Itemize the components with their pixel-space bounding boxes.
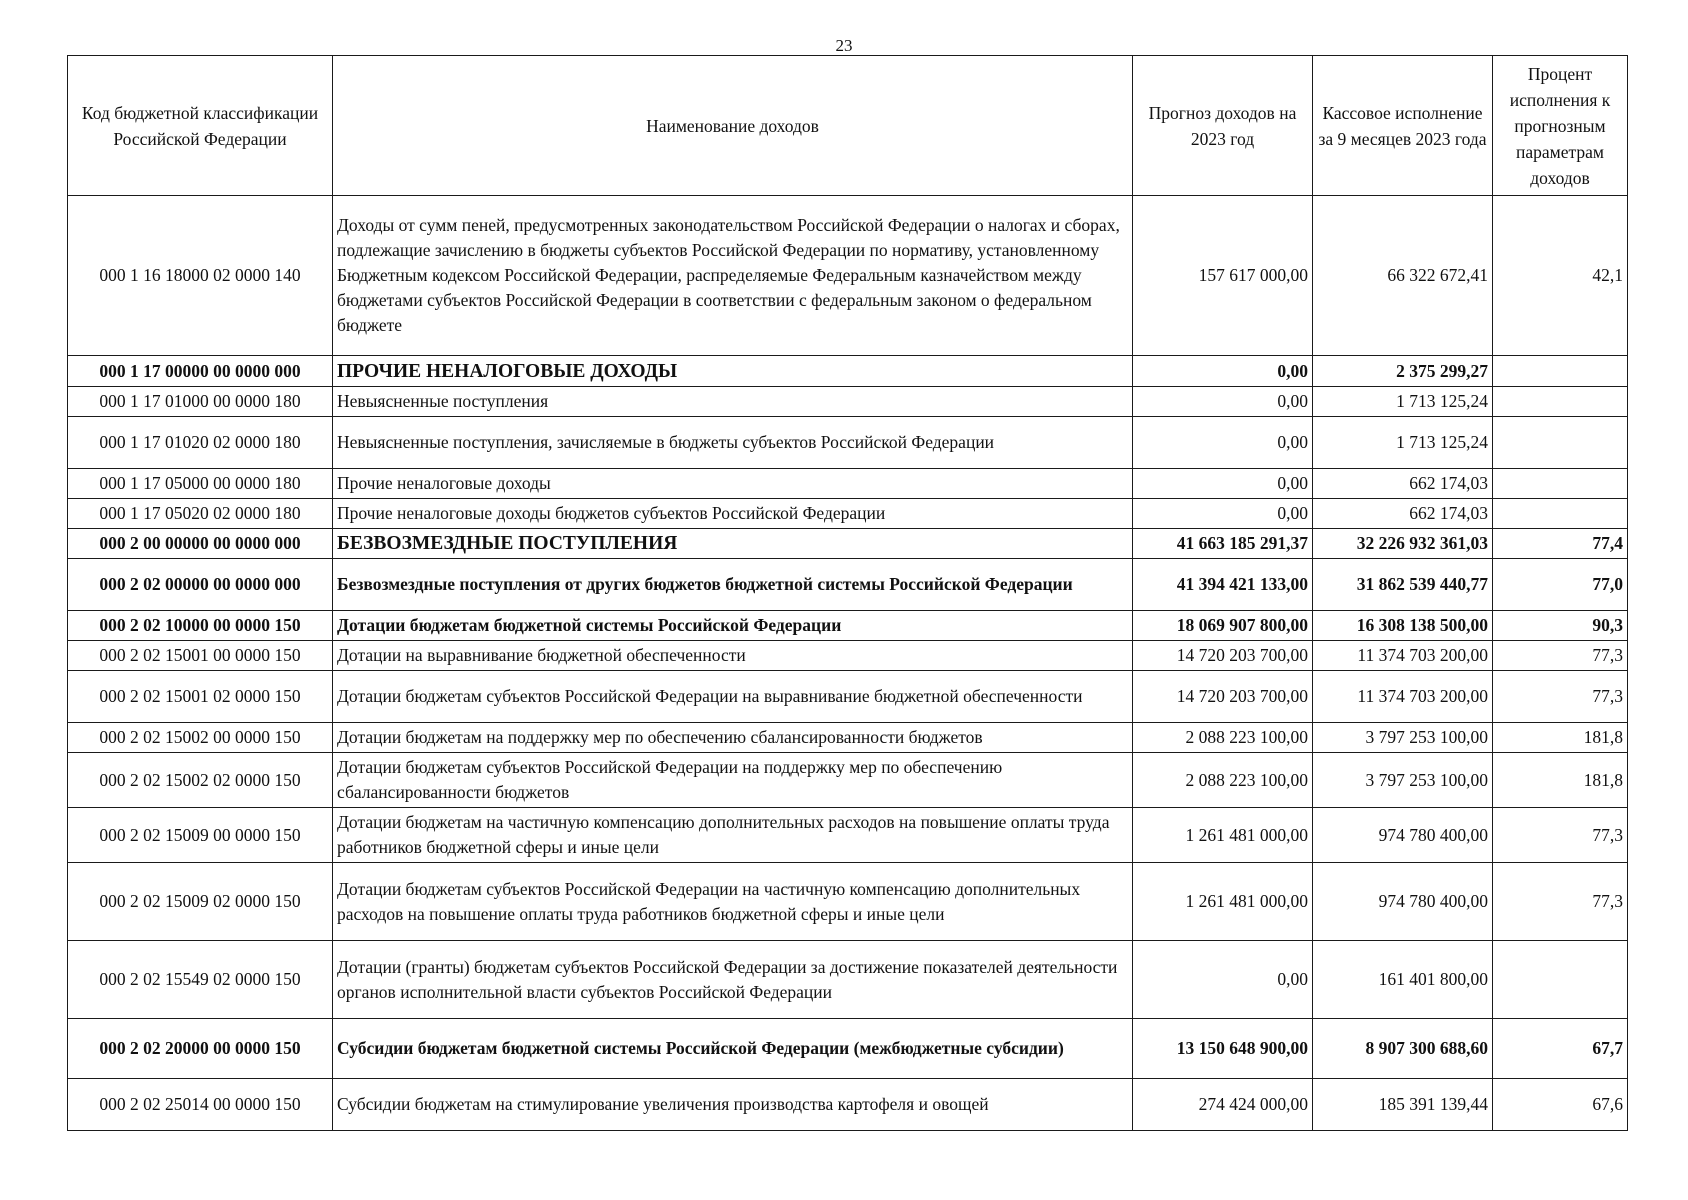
execution-cell: 1 713 125,24: [1313, 417, 1493, 469]
code-cell: 000 2 00 00000 00 0000 000: [68, 529, 333, 559]
percent-cell: 77,3: [1493, 671, 1628, 723]
table-row: [68, 499, 1628, 529]
name-cell: БЕЗВОЗМЕЗДНЫЕ ПОСТУПЛЕНИЯ: [333, 529, 1133, 559]
table-row: [68, 356, 1628, 387]
execution-cell: 11 374 703 200,00: [1313, 671, 1493, 723]
code-cell: 000 2 02 10000 00 0000 150: [68, 611, 333, 641]
forecast-cell: 41 394 421 133,00: [1133, 559, 1313, 611]
name-cell: ПРОЧИЕ НЕНАЛОГОВЫЕ ДОХОДЫ: [333, 356, 1133, 387]
percent-cell: 181,8: [1493, 723, 1628, 753]
name-cell: Невыясненные поступления, зачисляемые в бюджеты субъектов Российской Федерации: [333, 417, 1133, 469]
forecast-cell: 1 261 481 000,00: [1133, 808, 1313, 863]
percent-cell: [1493, 469, 1628, 499]
header-percent: Процент исполнения к прогнозным параметрам доходов: [1493, 56, 1628, 196]
table-row: [68, 671, 1628, 723]
code-cell: 000 2 02 15001 00 0000 150: [68, 641, 333, 671]
execution-cell: 66 322 672,41: [1313, 196, 1493, 356]
forecast-cell: 41 663 185 291,37: [1133, 529, 1313, 559]
name-cell: Дотации на выравнивание бюджетной обеспеченности: [333, 641, 1133, 671]
name-cell: Дотации бюджетам на частичную компенсацию дополнительных расходов на повышение оплаты труда работников бюджетной сферы и иные цели: [333, 808, 1133, 863]
execution-cell: 974 780 400,00: [1313, 808, 1493, 863]
revenue-table: [67, 55, 1628, 1131]
forecast-cell: 14 720 203 700,00: [1133, 671, 1313, 723]
name-cell: Дотации бюджетам на поддержку мер по обеспечению сбалансированности бюджетов: [333, 723, 1133, 753]
percent-cell: [1493, 356, 1628, 387]
percent-cell: 77,4: [1493, 529, 1628, 559]
code-cell: 000 1 17 01000 00 0000 180: [68, 387, 333, 417]
execution-cell: 16 308 138 500,00: [1313, 611, 1493, 641]
forecast-cell: 0,00: [1133, 387, 1313, 417]
name-cell: Дотации бюджетам субъектов Российской Федерации на поддержку мер по обеспечению сбалансированности бюджетов: [333, 753, 1133, 808]
forecast-cell: 0,00: [1133, 499, 1313, 529]
table-body: [68, 196, 1628, 1131]
code-cell: 000 1 17 00000 00 0000 000: [68, 356, 333, 387]
code-cell: 000 1 16 18000 02 0000 140: [68, 196, 333, 356]
execution-cell: 662 174,03: [1313, 499, 1493, 529]
name-cell: Субсидии бюджетам на стимулирование увеличения производства картофеля и овощей: [333, 1079, 1133, 1131]
execution-cell: 3 797 253 100,00: [1313, 723, 1493, 753]
percent-cell: 77,3: [1493, 863, 1628, 941]
execution-cell: 974 780 400,00: [1313, 863, 1493, 941]
name-cell: Безвозмездные поступления от других бюджетов бюджетной системы Российской Федерации: [333, 559, 1133, 611]
forecast-cell: 14 720 203 700,00: [1133, 641, 1313, 671]
forecast-cell: 13 150 648 900,00: [1133, 1019, 1313, 1079]
percent-cell: [1493, 941, 1628, 1019]
code-cell: 000 2 02 15001 02 0000 150: [68, 671, 333, 723]
percent-cell: 90,3: [1493, 611, 1628, 641]
name-cell: Дотации бюджетам бюджетной системы Российской Федерации: [333, 611, 1133, 641]
execution-cell: 2 375 299,27: [1313, 356, 1493, 387]
name-cell: Субсидии бюджетам бюджетной системы Российской Федерации (межбюджетные субсидии): [333, 1019, 1133, 1079]
percent-cell: 67,7: [1493, 1019, 1628, 1079]
percent-cell: [1493, 387, 1628, 417]
name-cell: Дотации бюджетам субъектов Российской Федерации на частичную компенсацию дополнительных расходов на повышение оплаты труда работников бюджетной сферы и иные цели: [333, 863, 1133, 941]
code-cell: 000 2 02 25014 00 0000 150: [68, 1079, 333, 1131]
code-cell: 000 2 02 15009 02 0000 150: [68, 863, 333, 941]
page-number: 23: [835, 36, 853, 55]
table-row: [68, 753, 1628, 808]
execution-cell: 185 391 139,44: [1313, 1079, 1493, 1131]
forecast-cell: 157 617 000,00: [1133, 196, 1313, 356]
percent-cell: 42,1: [1493, 196, 1628, 356]
percent-cell: [1493, 417, 1628, 469]
execution-cell: 8 907 300 688,60: [1313, 1019, 1493, 1079]
forecast-cell: 0,00: [1133, 356, 1313, 387]
table-row: [68, 387, 1628, 417]
table-row: [68, 641, 1628, 671]
name-cell: Дотации бюджетам субъектов Российской Федерации на выравнивание бюджетной обеспеченности: [333, 671, 1133, 723]
table-row: [68, 863, 1628, 941]
code-cell: 000 2 02 20000 00 0000 150: [68, 1019, 333, 1079]
forecast-cell: 2 088 223 100,00: [1133, 753, 1313, 808]
code-cell: 000 2 02 15002 00 0000 150: [68, 723, 333, 753]
header-name: Наименование доходов: [333, 56, 1133, 196]
code-cell: 000 2 02 15009 00 0000 150: [68, 808, 333, 863]
execution-cell: 161 401 800,00: [1313, 941, 1493, 1019]
execution-cell: 32 226 932 361,03: [1313, 529, 1493, 559]
code-cell: 000 1 17 05000 00 0000 180: [68, 469, 333, 499]
name-cell: Невыясненные поступления: [333, 387, 1133, 417]
percent-cell: 77,0: [1493, 559, 1628, 611]
table-row: [68, 723, 1628, 753]
percent-cell: 181,8: [1493, 753, 1628, 808]
percent-cell: 77,3: [1493, 808, 1628, 863]
code-cell: 000 1 17 05020 02 0000 180: [68, 499, 333, 529]
table-row: [68, 808, 1628, 863]
header-code: Код бюджетной классификации Российской Федерации: [68, 56, 333, 196]
header-forecast: Прогноз доходов на 2023 год: [1133, 56, 1313, 196]
table-row: [68, 417, 1628, 469]
code-cell: 000 1 17 01020 02 0000 180: [68, 417, 333, 469]
table-row: [68, 1079, 1628, 1131]
forecast-cell: 0,00: [1133, 417, 1313, 469]
table-row: [68, 469, 1628, 499]
code-cell: 000 2 02 15002 02 0000 150: [68, 753, 333, 808]
table-row: [68, 529, 1628, 559]
table-row: [68, 1019, 1628, 1079]
table-row: [68, 559, 1628, 611]
table-header-row: [68, 56, 1628, 196]
code-cell: 000 2 02 00000 00 0000 000: [68, 559, 333, 611]
table-row: [68, 941, 1628, 1019]
forecast-cell: 18 069 907 800,00: [1133, 611, 1313, 641]
name-cell: Дотации (гранты) бюджетам субъектов Российской Федерации за достижение показателей деятельности органов исполнительной власти субъектов Российской Федерации: [333, 941, 1133, 1019]
forecast-cell: 0,00: [1133, 469, 1313, 499]
forecast-cell: 1 261 481 000,00: [1133, 863, 1313, 941]
name-cell: Прочие неналоговые доходы: [333, 469, 1133, 499]
forecast-cell: 274 424 000,00: [1133, 1079, 1313, 1131]
forecast-cell: 0,00: [1133, 941, 1313, 1019]
percent-cell: 67,6: [1493, 1079, 1628, 1131]
name-cell: Доходы от сумм пеней, предусмотренных законодательством Российской Федерации о налогах и сборах, подлежащие зачислению в бюджеты субъектов Российской Федерации по нормативу, установленному Бюджетным кодексом Российской Федерации, распределяемые Федеральным казначейством между бюджетами субъектов Российской Федерации в соответствии с федеральным законом о федеральном бюджете: [333, 196, 1133, 356]
execution-cell: 31 862 539 440,77: [1313, 559, 1493, 611]
execution-cell: 11 374 703 200,00: [1313, 641, 1493, 671]
percent-cell: [1493, 499, 1628, 529]
header-execution: Кассовое исполнение за 9 месяцев 2023 года: [1313, 56, 1493, 196]
forecast-cell: 2 088 223 100,00: [1133, 723, 1313, 753]
execution-cell: 1 713 125,24: [1313, 387, 1493, 417]
name-cell: Прочие неналоговые доходы бюджетов субъектов Российской Федерации: [333, 499, 1133, 529]
execution-cell: 3 797 253 100,00: [1313, 753, 1493, 808]
percent-cell: 77,3: [1493, 641, 1628, 671]
execution-cell: 662 174,03: [1313, 469, 1493, 499]
table-row: [68, 196, 1628, 356]
table-row: [68, 611, 1628, 641]
code-cell: 000 2 02 15549 02 0000 150: [68, 941, 333, 1019]
